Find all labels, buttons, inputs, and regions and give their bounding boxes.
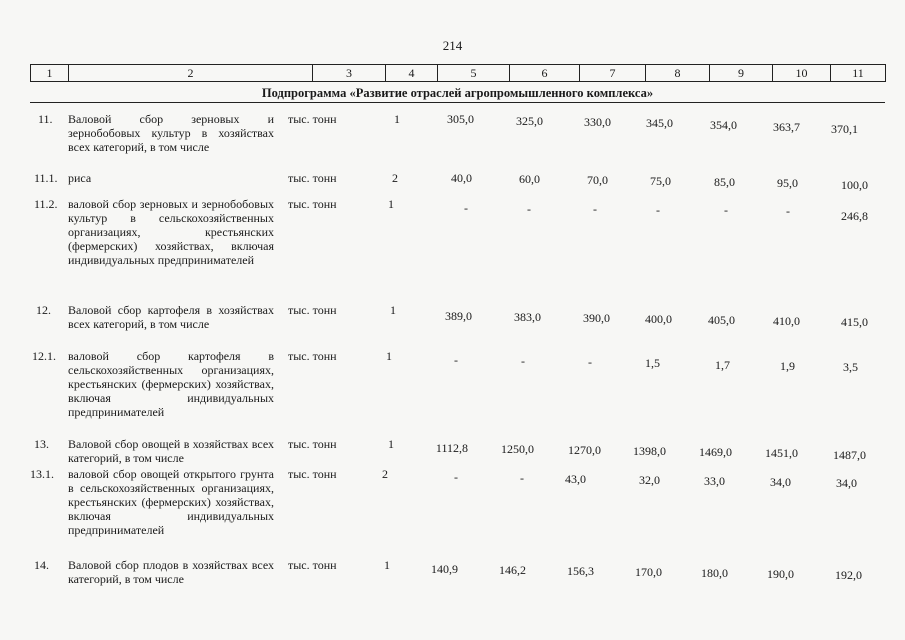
cell-value: - (527, 202, 531, 216)
row-number: 13.1. (30, 467, 54, 481)
row-number: 12.1. (32, 349, 56, 363)
cell-value: 1250,0 (501, 442, 534, 456)
row-number: 11.2. (34, 197, 58, 211)
column-header: 3 (313, 65, 386, 82)
cell-value: 170,0 (635, 565, 662, 579)
cell-value: - (454, 353, 458, 367)
cell-value: 140,9 (431, 562, 458, 576)
cell-value: - (588, 355, 592, 369)
row-name: риса (68, 171, 92, 185)
column-header: 1 (31, 65, 69, 82)
cell-value: - (786, 204, 790, 218)
cell-value: 1398,0 (633, 444, 666, 458)
cell-value: 100,0 (841, 178, 868, 192)
row-code: 2 (392, 171, 398, 185)
cell-value: 1,7 (715, 358, 730, 372)
row-unit: тыс. тонн (288, 467, 337, 481)
row-code: 1 (388, 197, 394, 211)
column-header: 11 (831, 65, 886, 82)
cell-value: 370,1 (831, 122, 858, 136)
cell-value: 363,7 (773, 120, 800, 134)
cell-value: 33,0 (704, 474, 725, 488)
cell-value: 415,0 (841, 315, 868, 329)
cell-value: 246,8 (841, 209, 868, 223)
row-code: 1 (386, 349, 392, 363)
row-name: Валовой сбор картофеля в хозяйствах всех категорий, в том числе (68, 303, 274, 331)
row-name: валовой сбор зерновых и зернобобовых культур в сельскохозяйственных организациях, крестьянских (фермерских) хозяйствах, включая индивидуальных предпринимателей (68, 197, 274, 267)
cell-value: 180,0 (701, 566, 728, 580)
cell-value: 190,0 (767, 567, 794, 581)
row-unit: тыс. тонн (288, 171, 337, 185)
cell-value: 1469,0 (699, 445, 732, 459)
cell-value: 192,0 (835, 568, 862, 582)
cell-value: 1270,0 (568, 443, 601, 457)
cell-value: 1451,0 (765, 446, 798, 460)
cell-value: - (520, 471, 524, 485)
column-header: 2 (69, 65, 313, 82)
row-number: 11.1. (34, 171, 58, 185)
column-header: 9 (710, 65, 773, 82)
column-header: 10 (773, 65, 831, 82)
row-unit: тыс. тонн (288, 558, 337, 572)
cell-value: 1,5 (645, 356, 660, 370)
row-name: валовой сбор овощей открытого грунта в сельскохозяйственных организациях, крестьянских (фермерских) хозяйствах, включая индивидуальных предпринимателей (68, 467, 274, 537)
cell-value: 146,2 (499, 563, 526, 577)
cell-value: 156,3 (567, 564, 594, 578)
cell-value: 330,0 (584, 115, 611, 129)
cell-value: - (521, 354, 525, 368)
row-name: Валовой сбор овощей в хозяйствах всех категорий, в том числе (68, 437, 274, 465)
cell-value: - (593, 202, 597, 216)
column-header: 5 (438, 65, 510, 82)
cell-value: 390,0 (583, 311, 610, 325)
cell-value: - (656, 203, 660, 217)
row-name: Валовой сбор зерновых и зернобобовых культур в хозяйствах всех категорий, в том числе (68, 112, 274, 154)
cell-value: 32,0 (639, 473, 660, 487)
cell-value: 1112,8 (435, 441, 468, 455)
row-name: Валовой сбор плодов в хозяйствах всех категорий, в том числе (68, 558, 274, 586)
row-unit: тыс. тонн (288, 437, 337, 451)
column-header: 4 (386, 65, 438, 82)
column-header: 7 (580, 65, 646, 82)
cell-value: 389,0 (445, 309, 472, 323)
cell-value: 405,0 (708, 313, 735, 327)
row-unit: тыс. тонн (288, 197, 337, 211)
row-code: 1 (388, 437, 394, 451)
cell-value: 345,0 (646, 116, 673, 130)
cell-value: - (454, 470, 458, 484)
row-unit: тыс. тонн (288, 112, 337, 126)
cell-value: 354,0 (710, 118, 737, 132)
row-number: 13. (34, 437, 49, 451)
cell-value: 34,0 (770, 475, 791, 489)
row-unit: тыс. тонн (288, 303, 337, 317)
row-code: 1 (384, 558, 390, 572)
row-code: 2 (382, 467, 388, 481)
cell-value: - (464, 201, 468, 215)
cell-value: 40,0 (451, 171, 472, 185)
cell-value: 95,0 (777, 176, 798, 190)
cell-value: 325,0 (516, 114, 543, 128)
cell-value: 1,9 (780, 359, 795, 373)
cell-value: 400,0 (645, 312, 672, 326)
cell-value: 60,0 (519, 172, 540, 186)
cell-value: 410,0 (773, 314, 800, 328)
row-name: валовой сбор картофеля в сельскохозяйственных организациях, крестьянских (фермерских) хозяйствах, включая индивидуальных предпринимателей (68, 349, 274, 419)
cell-value: - (724, 203, 728, 217)
subprogram-title: Подпрограмма «Развитие отраслей агропромышленного комплекса» (261, 86, 654, 100)
column-header-row (30, 64, 886, 82)
cell-value: 43,0 (565, 472, 586, 486)
cell-value: 75,0 (650, 174, 671, 188)
divider (30, 102, 885, 103)
cell-value: 34,0 (836, 476, 857, 490)
row-unit: тыс. тонн (288, 349, 337, 363)
column-header: 6 (510, 65, 580, 82)
cell-value: 70,0 (587, 173, 608, 187)
cell-value: 85,0 (714, 175, 735, 189)
row-number: 11. (38, 112, 53, 126)
row-number: 14. (34, 558, 49, 572)
cell-value: 305,0 (447, 112, 474, 126)
row-code: 1 (394, 112, 400, 126)
cell-value: 1487,0 (833, 448, 866, 462)
row-code: 1 (390, 303, 396, 317)
cell-value: 383,0 (514, 310, 541, 324)
cell-value: 3,5 (843, 360, 858, 374)
row-number: 12. (36, 303, 51, 317)
page-number: 214 (442, 38, 463, 53)
column-header: 8 (646, 65, 710, 82)
